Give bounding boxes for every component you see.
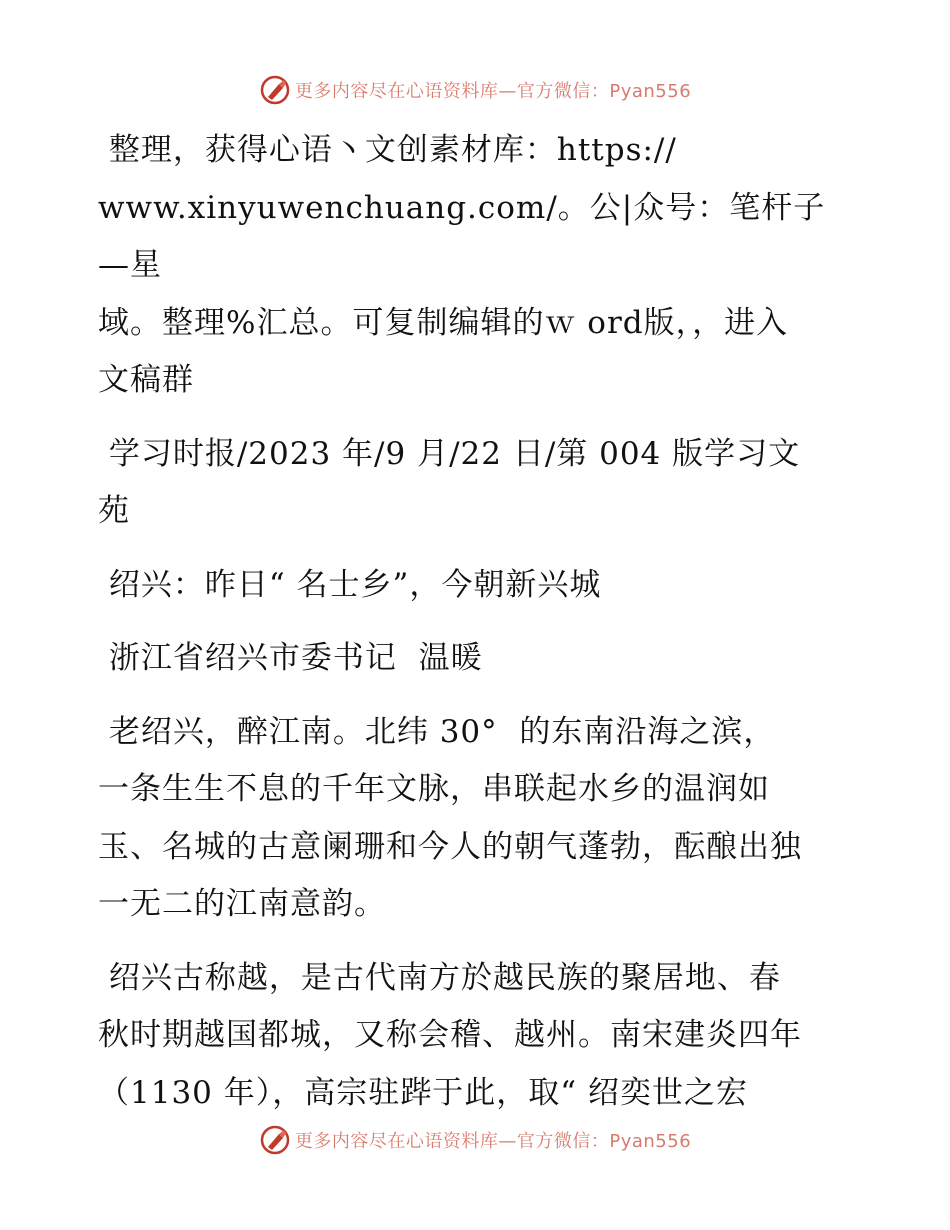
document-body (98, 122, 850, 1138)
header-watermark (0, 70, 950, 110)
paragraph-publication-info: 学习时报/2023 年/9 月/22 日/第 004 版学习文 苑 (98, 435, 801, 529)
paragraph-history: 绍兴古称越，是古代南方於越民族的聚居地、春 秋时期越国都城，又称会稽、越州。南宋建炎四年 （1130 年），高宗驻跸于此，取“ 绍奕世之宏 (98, 959, 802, 1111)
article-title: 绍兴：昨日“ 名士乡”，今朝新兴城 (98, 566, 602, 603)
paragraph-source-note: 整理，获得心语丶文创素材库：https:// www.xinyuwenchuang.com/。公|众号：笔杆子—星 域。整理%汇总。可复制编辑的ｗ ord版，，进入 文稿群 (98, 132, 826, 398)
pen-nib-circle-icon (259, 74, 291, 106)
footer-watermark (0, 1120, 950, 1160)
watermark-text: 更多内容尽在心语资料库—官方微信：Pyan556 (294, 81, 692, 102)
watermark-text: 更多内容尽在心语资料库—官方微信：Pyan556 (294, 1131, 692, 1152)
pen-nib-circle-icon (259, 1124, 291, 1156)
paragraph-intro: 老绍兴，醉江南。北纬 30° 的东南沿海之滨， 一条生生不息的千年文脉，串联起水乡的温润如 玉、名城的古意阑珊和今人的朝气蓬勃，酝酿出独 一无二的江南意韵。 (98, 713, 802, 922)
article-author: 浙江省绍兴市委书记 温暖 (98, 640, 483, 676)
